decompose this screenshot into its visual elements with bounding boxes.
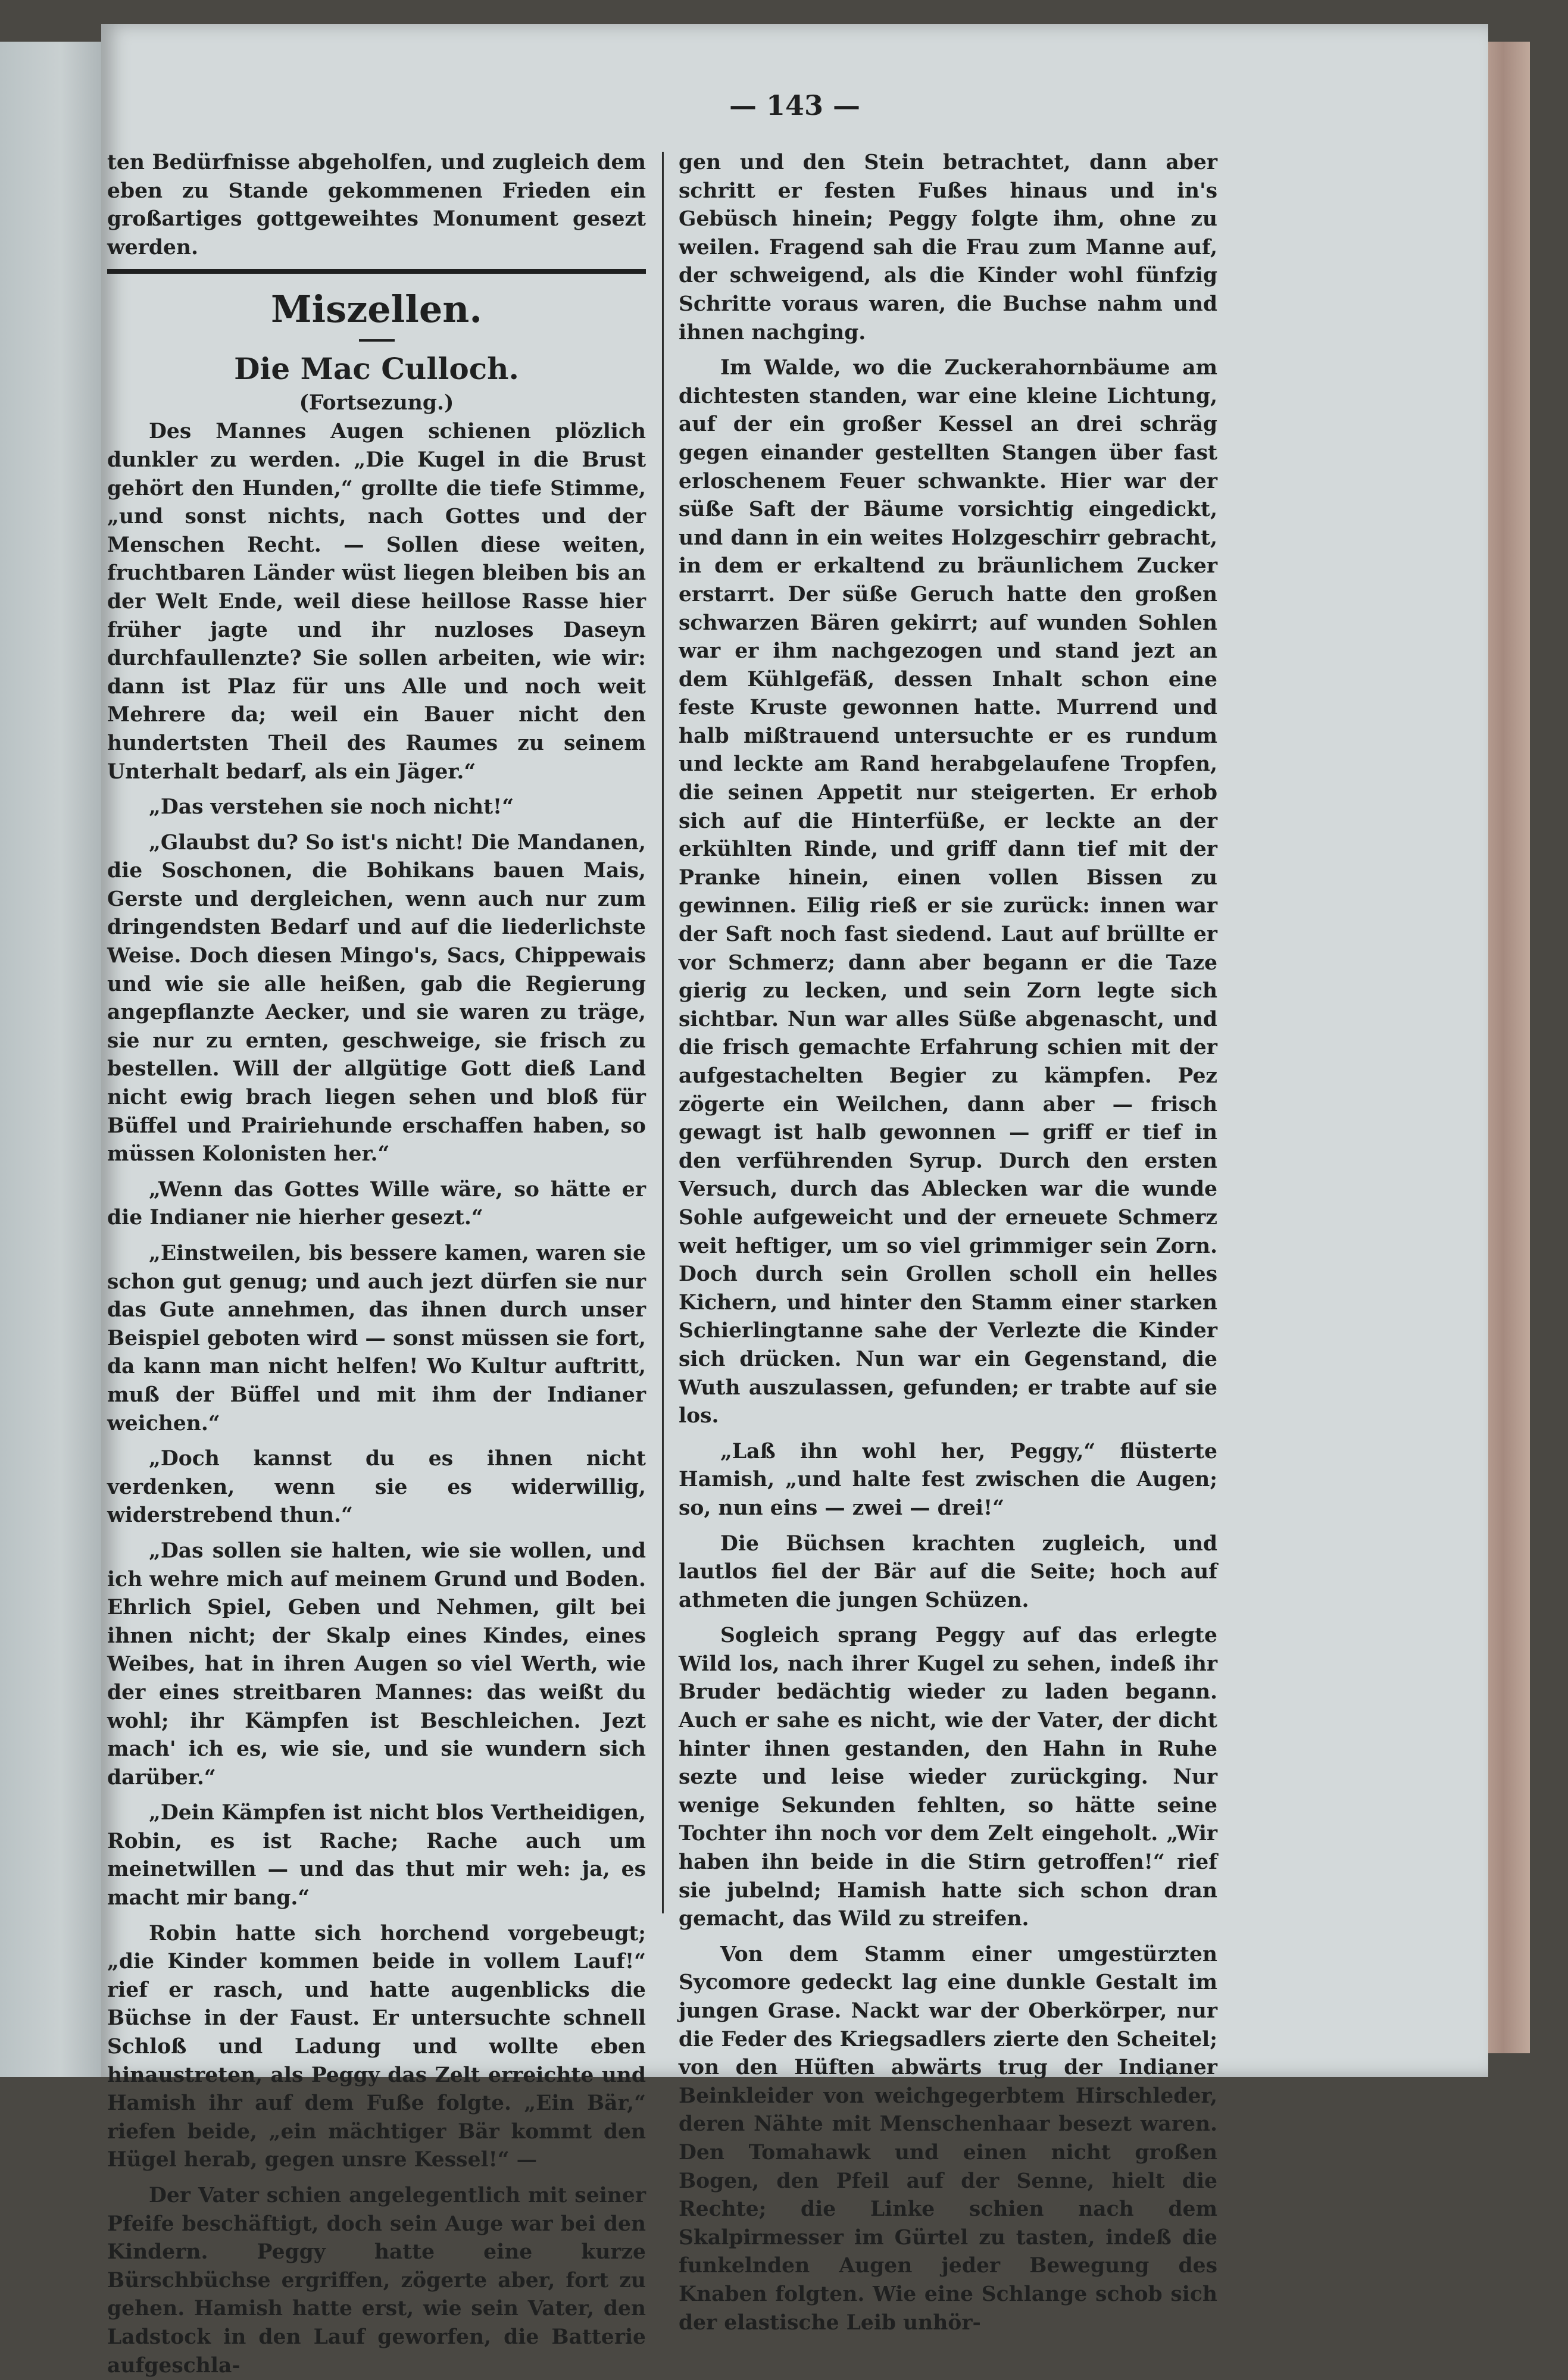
paragraph: „Glaubst du? So ist's nicht! Die Mandanen, die Soschonen, die Bohikans bauen Mais, Gerste und dergleichen, wenn auch nur zum dringendsten Bedarf und auf die liederlichste Weise. Doch diesen Mingo's, Sacs, Chippewais und wie sie alle heißen, gab die Regierung angepflanzte Aecker, und sie waren zu träge, sie nur zu ernten, geschweige, sie frisch zu bestellen. Will der allgütige Gott dieß Land nicht ewig brach liegen sehen und bloß für Büffel und Prairiehunde erschaffen haben, so müssen Kolonisten her.“: [107, 830, 646, 1166]
paragraph: „Laß ihn wohl her, Peggy,“ flüsterte Hamish, „und halte fest zwischen die Augen; so, nun eins — zwei — drei!“: [679, 1439, 1217, 1520]
section-title: Miszellen.: [271, 287, 482, 331]
paragraph: Sogleich sprang Peggy auf das erlegte Wild los, nach ihrer Kugel zu sehen, indeß ihr Bruder bedächtig wieder zu laden begann. Auch er sahe es nicht, wie der Vater, der dicht hinter ihnen gestanden, den Hahn in Ruhe sezte und leise wieder zurückging. Nur wenige Sekunden fehlten, so hätte seine Tochter ihn noch vor dem Zelt eingeholt. „Wir haben ihn beide in die Stirn getroffen!“ rief sie jubelnd; Hamish hatte sich schon dran gemacht, das Wild zu streifen.: [679, 1624, 1217, 1931]
paragraph: Des Mannes Augen schienen plözlich dunkler zu werden. „Die Kugel in die Brust gehört den Hunden,“ grollte die tiefe Stimme, „und sonst nichts, nach Gottes und der Menschen Recht. — Sollen diese weiten, fruchtbaren Länder wüst liegen bleiben bis an der Welt Ende, weil diese heillose Rasse hier früher jagte und ihr nuzloses Daseyn durchfaullenzte? Sie sollen arbeiten, wie wir: dann ist Plaz für uns Alle und noch weit Mehrere da; weil ein Bauer nicht den hundertsten Theil des Raumes zu seinem Unterhalt bedarf, als ein Jäger.“: [107, 420, 646, 784]
paragraph: Der Vater schien angelegentlich mit seiner Pfeife beschäftigt, doch sein Auge war bei den Kindern. Peggy hatte eine kurze Bürschbüchse ergriffen, zögerte aber, fort zu gehen. Hamish hatte erst, wie sein Vater, den Ladstock in den Lauf geworfen, die Batterie aufgeschla-: [107, 2184, 646, 2378]
paragraph: Von dem Stamm einer umgestürzten Sycomore gedeckt lag eine dunkle Gestalt im jungen Grase. Nackt war der Oberkörper, nur die Feder des Kriegsadlers zierte den Scheitel; von den Hüften abwärts trug der Indianer Beinkleider von weichgegerbtem Hirschleder, deren Nähte mit Menschenhaar besezt waren. Den Tomahawk und einen nicht großen Bogen, den Pfeil auf der Senne, hielt die Rechte; die Linke schien nach dem Skalpirmesser im Gürtel zu tasten, indeß die funkelnden Augen jeder Bewegung des Knaben folgten. Wie eine Schlange schob sich der elastische Leib unhör-: [679, 1942, 1217, 2335]
column-divider: [662, 152, 664, 1913]
article-title: Die Mac Culloch.: [234, 351, 519, 387]
paragraph: Im Walde, wo die Zuckerahornbäume am dichtesten standen, war eine kleine Lichtung, auf der ein großer Kessel an drei schräg gegen einander gestellten Stangen über fast erloschenem Feuer schwankte. Hier war der süße Saft der Bäume vorsichtig eingedickt, und dann in ein weites Holzgeschirr gebracht, in dem er erkaltend zu bräunlichem Zucker erstarrt. Der süße Geruch hatte den großen schwarzen Bären gekirrt; auf wunden Sohlen war er ihm nachgezogen und stand jezt an dem Kühlgefäß, dessen Inhalt schon eine feste Kruste gewonnen hatte. Murrend und halb mißtrauend untersuchte er es rundum und leckte am Rand herabgelaufene Tropfen, die seinen Appetit nur steigerten. Er erhob sich auf die Hinterfüße, er leckte an der erkühlten Rinde, und griff dann tief mit der Pranke hinein, einen vollen Bissen zu gewinnen. Eilig rieß er sie zurück: innen war der Saft noch fast siedend. Laut auf brüllte er vor Schmerz; dann aber begann er die Taze gierig zu lecken, und sein Zorn legte sich sichtbar. Nun war alles Süße abgenascht, und die frisch gemachte Erfahrung schien mit der aufgestachelten Begier zu kämpfen. Pez zögerte ein Weilchen, dann aber — frisch gewagt ist halb gewonnen — griff er tief in den verführenden Syrup. Durch den ersten Versuch, durch das Ablecken war die wunde Sohle aufgeweicht und der erneuete Schmerz weit heftiger, um so viel grimmiger sein Zorn. Doch durch sein Grollen scholl ein helles Kichern, und hinter den Stamm einer starken Schierlingtanne sahe der Verlezte die Kinder sich drücken. Nun war ein Gegenstand, die Wuth auszulassen, gefunden; er trabte auf sie los.: [679, 356, 1217, 1428]
paragraph: „Das sollen sie halten, wie sie wollen, und ich wehre mich auf meinem Grund und Boden. Ehrlich Spiel, Geben und Nehmen, gilt bei ihnen nicht; der Skalp eines Kindes, eines Weibes, hat in ihren Augen so viel Werth, wie der eines streitbaren Mannes: das weißt du wohl; ihr Kämpfen ist Beschleichen. Jezt mach' ich es, wie sie, und sie wundern sich darüber.“: [107, 1538, 646, 1790]
left-column: [107, 149, 646, 2380]
top-paragraph: ten Bedürfnisse abgeholfen, und zugleich dem eben zu Stande gekommenen Frieden ein großartiges gottgeweihtes Monument gesezt werden.: [107, 151, 646, 259]
section-divider: [107, 269, 646, 274]
paragraph: „Das verstehen sie noch nicht!“: [149, 795, 514, 820]
paragraph: gen und den Stein betrachtet, dann aber schritt er festen Fußes hinaus und in's Gebüsch hinein; Peggy folgte ihm, ohne zu weilen. Fragend sah die Frau zum Manne auf, der schweigend, als die Kinder wohl fünfzig Schritte voraus waren, die Buchse nahm und ihnen nachging.: [679, 151, 1217, 345]
page-number: — 143 —: [729, 89, 861, 121]
paragraph: „Einstweilen, bis bessere kamen, waren sie schon gut genug; und auch jezt dürfen sie nur das Gute annehmen, das ihnen durch unser Beispiel geboten wird — sonst müssen sie fort, da kann man nicht helfen! Wo Kultur auftritt, muß der Büffel und mit ihm der Indianer weichen.“: [107, 1241, 646, 1435]
paragraph: „Doch kannst du es ihnen nicht verdenken, wenn sie es widerwillig, widerstrebend thun.“: [107, 1447, 646, 1528]
right-column: [679, 149, 1217, 2337]
facing-page-edge: [0, 42, 101, 2077]
paragraph: „Dein Kämpfen ist nicht blos Vertheidigen, Robin, es ist Rache; Rache auch um meinetwillen — und das thut mir weh: ja, es macht mir bang.“: [107, 1801, 646, 1910]
paragraph: Robin hatte sich horchend vorgebeugt; „die Kinder kommen beide in vollem Lauf!“ rief er rasch, und hatte augenblicks die Büchse in der Faust. Er untersuchte schnell Schloß und Ladung und wollte eben hinaustreten, als Peggy das Zelt erreichte und Hamish ihr auf dem Fuße folgte. „Ein Bär,“ riefen beide, „ein mächtiger Bär kommt den Hügel herab, gegen unsre Kessel!“ —: [107, 1921, 646, 2172]
title-rule: [359, 339, 395, 342]
article-note: (Fortsezung.): [299, 391, 454, 415]
paragraph: „Wenn das Gottes Wille wäre, so hätte er die Indianer nie hierher gesezt.“: [107, 1177, 646, 1230]
paragraph: Die Büchsen krachten zugleich, und lautlos fiel der Bär auf die Seite; hoch auf athmeten die jungen Schüzen.: [679, 1531, 1217, 1612]
